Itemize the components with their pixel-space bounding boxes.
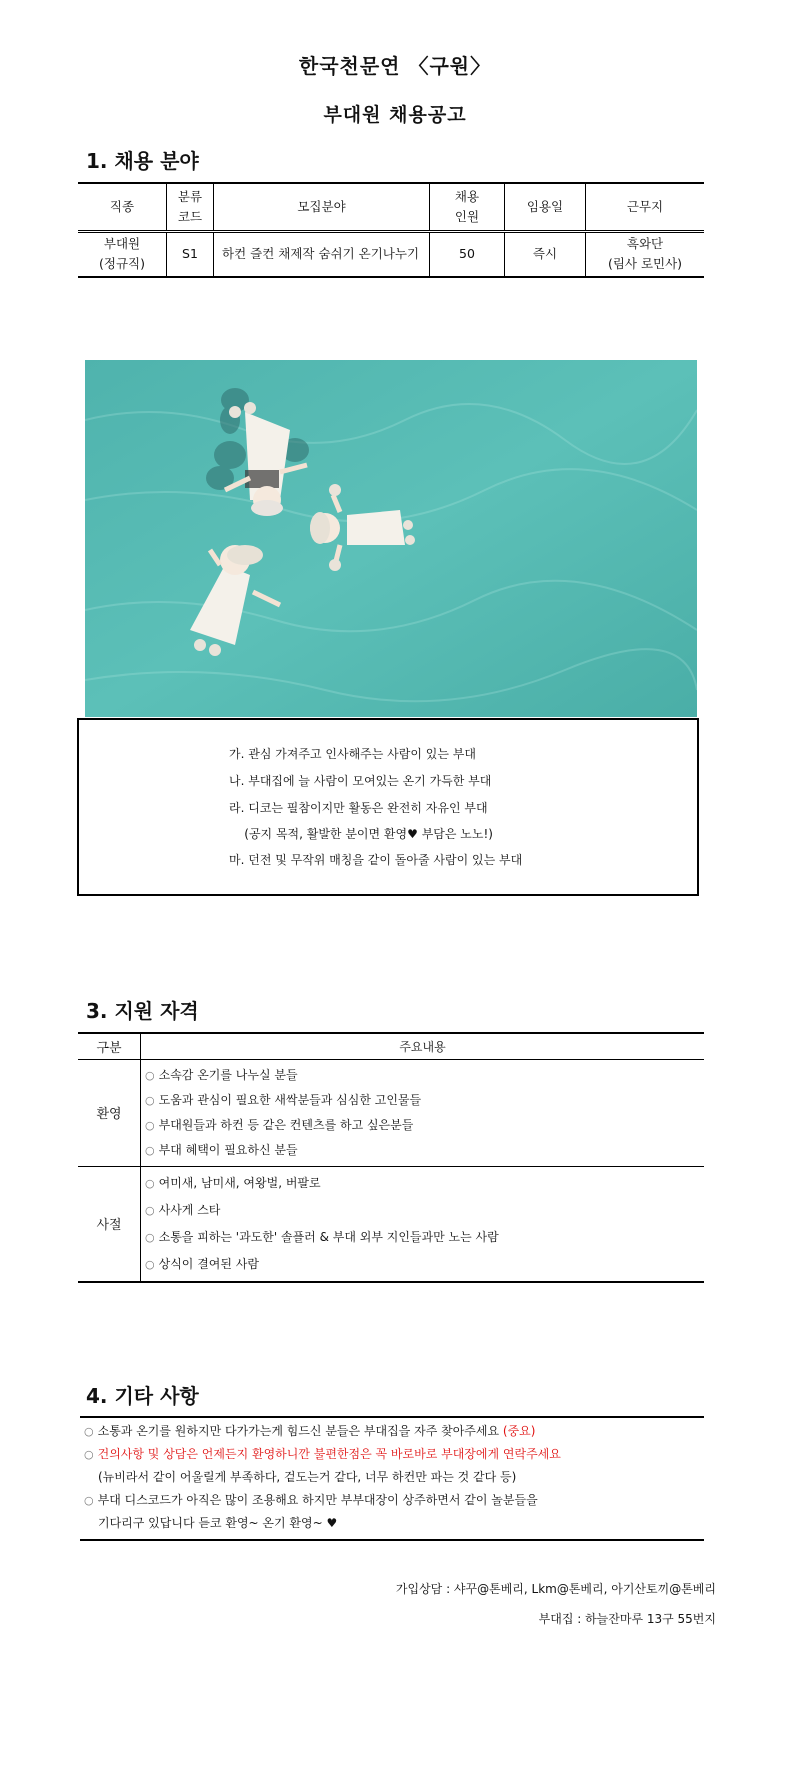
important-tag: (중요)	[502, 1424, 536, 1438]
bullet-icon: ○	[84, 1425, 94, 1438]
guild-house-address: 부대집 : 하늘잔마루 13구 55번지	[538, 1612, 716, 1626]
document-subtitle: 부대원 채용공고	[323, 104, 467, 126]
benefit-line: 나. 부대집에 늘 사람이 모여있는 온기 가득한 부대	[229, 774, 492, 788]
bullet-icon: ○	[145, 1118, 155, 1132]
group-items	[141, 1166, 705, 1282]
section3-heading: 3. 지원 자격	[86, 999, 199, 1023]
header-headcount	[430, 183, 505, 231]
item-text: 여미새, 남미새, 여왕벌, 버팔로	[158, 1175, 321, 1190]
section1-heading: 1. 채용 분야	[86, 149, 199, 173]
list-item	[145, 1088, 704, 1113]
group-items	[141, 1059, 705, 1166]
list-item	[145, 1251, 704, 1278]
cell-location	[586, 231, 705, 277]
header-job-type	[78, 183, 167, 231]
bullet-icon: ○	[145, 1068, 155, 1082]
contact-info: 가입상담 : 샤꾸@톤베리, Lkm@톤베리, 아기산토끼@톤베리	[395, 1582, 716, 1596]
note-text: 소통과 온기를 원하지만 다가가는게 힘드신 분들은 부대집을 자주 찾아주세요	[97, 1424, 500, 1438]
note-text: 건의사항 및 상담은 언제든지 환영하니깐 불편한점은 꼭 바로바로 부대장에게 연락주세요	[97, 1447, 561, 1461]
benefit-line: (공지 목적, 활발한 분이면 환영♥ 부담은 노노!)	[229, 827, 493, 841]
bullet-icon: ○	[84, 1494, 94, 1507]
header-label: 임용일	[526, 198, 564, 214]
table-row	[78, 231, 704, 277]
note-line	[84, 1489, 561, 1512]
header-label: 근무지	[626, 198, 664, 214]
cell-code	[167, 231, 214, 277]
section4-bottom-rule	[80, 1539, 704, 1541]
note-text: 부대 디스코드가 아직은 많이 조용해요 하지만 부부대장이 상주하면서 같이 놀분들을	[97, 1493, 538, 1507]
cell-text: 즉시	[532, 246, 558, 262]
cell-text: 50	[459, 246, 475, 262]
item-text: 상식이 결여된 사람	[158, 1256, 259, 1271]
header-start-date	[505, 183, 586, 231]
header-code	[167, 183, 214, 231]
screenshot-illustration	[85, 360, 697, 717]
cell-text: 하컨 즐컨 채제작 숨쉬기 온기나누기	[222, 246, 420, 262]
list-item	[145, 1113, 704, 1138]
table-row	[78, 1166, 704, 1282]
item-text: 부대 혜택이 필요하신 분들	[158, 1142, 298, 1157]
bullet-icon: ○	[145, 1176, 155, 1190]
note-line	[84, 1420, 561, 1443]
misc-notes	[84, 1420, 561, 1535]
group-label-welcome: 환영	[78, 1059, 141, 1166]
header-location	[586, 183, 705, 231]
header-label: 분류 코드	[177, 188, 203, 224]
qualifications-table	[78, 1032, 704, 1283]
list-item	[145, 1197, 704, 1224]
bullet-icon: ○	[145, 1203, 155, 1217]
header-label: 모집분야	[297, 198, 346, 214]
cell-text: 흑와단 (림사 로민사)	[607, 236, 683, 272]
cell-field	[214, 231, 430, 277]
section4-top-rule	[80, 1416, 704, 1418]
item-text: 소통을 피하는 '과도한' 솔플러 & 부대 외부 지인들과만 노는 사람	[158, 1229, 499, 1244]
header-label: 채용 인원	[454, 188, 480, 224]
document-title: 한국천문연 〈구원〉	[298, 54, 492, 78]
section4-heading: 4. 기타 사항	[86, 1384, 199, 1408]
table-header-row	[78, 1033, 704, 1059]
note-line	[84, 1443, 561, 1466]
cell-text: S1	[182, 246, 198, 262]
note-line: (뉴비라서 같이 어울릴게 부족하다, 겉도는거 같다, 너무 하컨만 파는 것 같다 등)	[98, 1470, 517, 1484]
benefit-line: 가. 관심 가져주고 인사해주는 사람이 있는 부대	[229, 747, 476, 761]
recruitment-table	[78, 182, 704, 278]
header-content: 주요내용	[399, 1039, 446, 1054]
bullet-icon: ○	[145, 1257, 155, 1271]
header-category: 구분	[78, 1033, 141, 1059]
cell-text: 부대원 (정규직)	[99, 236, 145, 272]
benefit-line: 마. 던전 및 무작위 매칭을 같이 돌아줄 사람이 있는 부대	[229, 853, 523, 867]
bullet-icon: ○	[84, 1448, 94, 1461]
cell-start-date	[505, 231, 586, 277]
bullet-icon: ○	[145, 1143, 155, 1157]
bullet-icon: ○	[145, 1230, 155, 1244]
cell-job-type	[78, 231, 167, 277]
header-label: 직종	[109, 198, 135, 214]
benefits-box	[77, 718, 699, 896]
cell-headcount	[430, 231, 505, 277]
list-item	[145, 1170, 704, 1197]
item-text: 소속감 온기를 나누실 분들	[158, 1067, 298, 1082]
table-header-row	[78, 183, 704, 231]
table-row	[78, 1059, 704, 1166]
group-label-decline: 사절	[78, 1166, 141, 1282]
bullet-icon: ○	[145, 1093, 155, 1107]
list-item	[145, 1063, 704, 1088]
list-item	[145, 1138, 704, 1163]
item-text: 사사게 스타	[158, 1202, 221, 1217]
benefit-line: 라. 디코는 필참이지만 활동은 완전히 자유인 부대	[229, 801, 488, 815]
floating-characters-image	[85, 360, 697, 717]
list-item	[145, 1224, 704, 1251]
header-field	[214, 183, 430, 231]
item-text: 부대원들과 하컨 등 같은 컨텐츠를 하고 싶은분들	[158, 1117, 414, 1132]
note-line: 기다리구 있답니다 듣코 환영~ 온기 환영~ ♥	[98, 1516, 338, 1530]
item-text: 도움과 관심이 필요한 새싹분들과 심심한 고인물들	[158, 1092, 422, 1107]
